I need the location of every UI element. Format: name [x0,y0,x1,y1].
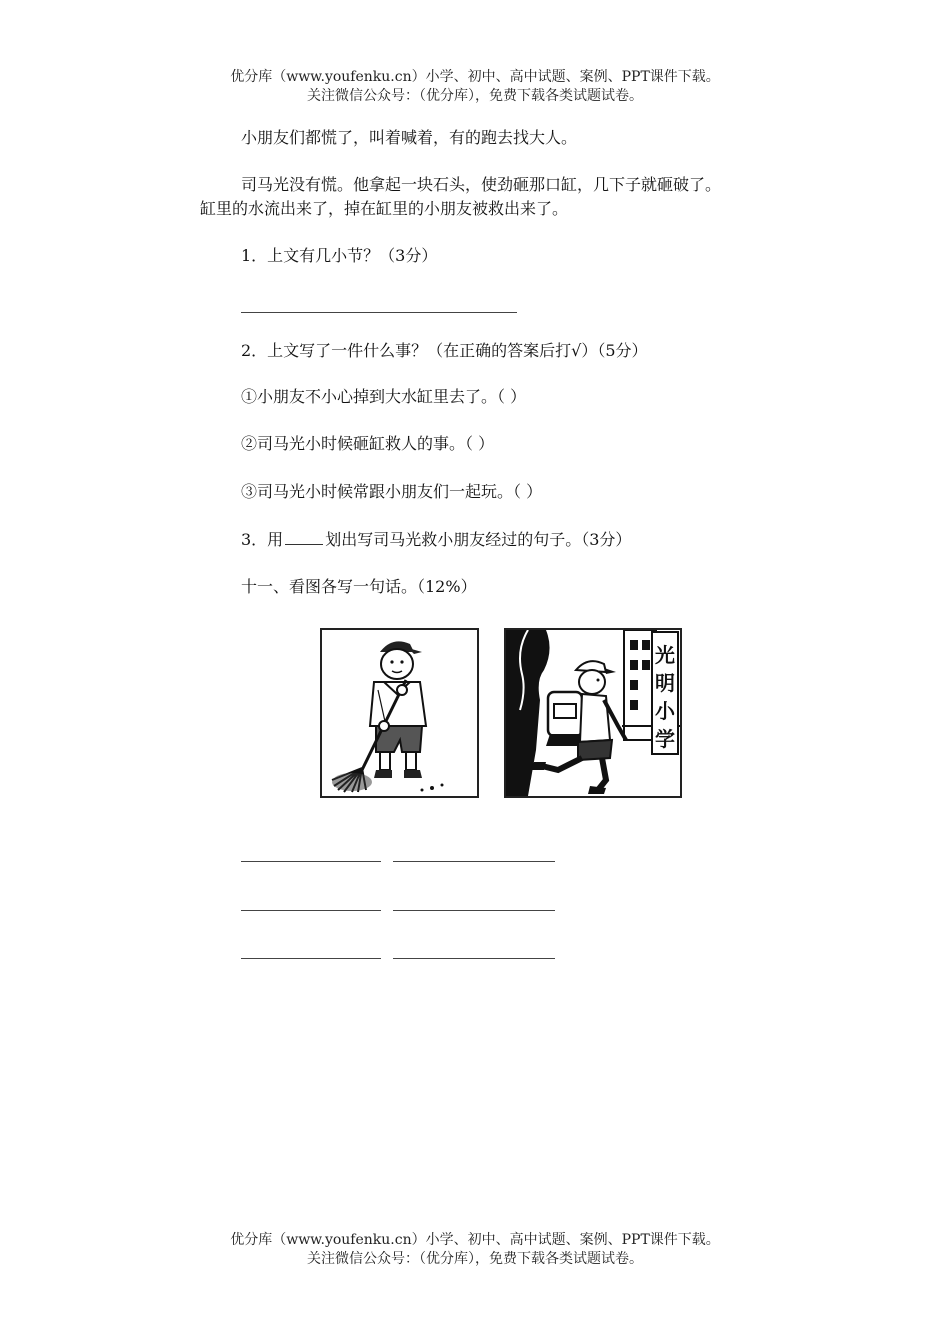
footer-line-2: 关注微信公众号：（优分库），免费下载各类试题试卷。 [307,1251,643,1267]
picture-boy-sweeping [320,628,479,798]
school-sign-char-4: 学 [655,727,675,751]
question-2-option-1[interactable]: ①小朋友不小心掉到大水缸里去了。（ ） [241,387,527,406]
school-sign-char-2: 明 [655,671,675,695]
underline-sample [285,528,323,545]
question-3 [241,528,631,551]
header-line-1: 优分库（www.youfenku.cn）小学、初中、高中试题、案例、PPT课件下载。 [230,69,720,85]
sweeping-illustration [322,630,477,796]
passage-paragraph-2-line-2: 缸里的水流出来了，掉在缸里的小朋友被救出来了。 [200,199,569,218]
writing-line-2-left[interactable] [241,910,381,911]
question-2: 2．上文写了一件什么事？（在正确的答案后打√）（5分） [241,341,648,360]
question-2-option-3[interactable]: ③司马光小时候常跟小朋友们一起玩。（ ） [241,482,543,501]
writing-line-1-left[interactable] [241,861,381,862]
writing-line-3-right[interactable] [393,958,555,959]
school-illustration [506,630,680,796]
answer-line-q1[interactable] [241,312,517,313]
question-3-suffix: 划出写司马光救小朋友经过的句子。（3分） [325,530,632,549]
school-sign-char-3: 小 [655,699,675,723]
question-3-prefix: 3．用 [241,530,284,549]
section-11-title: 十一、看图各写一句话。（12%） [241,577,477,596]
writing-line-2-right[interactable] [393,910,555,911]
school-sign-char-1: 光 [655,643,675,667]
footer-line-1: 优分库（www.youfenku.cn）小学、初中、高中试题、案例、PPT课件下载。 [230,1232,720,1248]
picture-boy-going-to-school [504,628,682,798]
question-2-option-2[interactable]: ②司马光小时候砸缸救人的事。（ ） [241,434,495,453]
passage-paragraph-2-line-1: 司马光没有慌。他拿起一块石头，使劲砸那口缸，几下子就砸破了。 [241,175,722,194]
writing-line-1-right[interactable] [393,861,555,862]
header-line-2: 关注微信公众号：（优分库），免费下载各类试题试卷。 [307,88,643,104]
writing-line-3-left[interactable] [241,958,381,959]
passage-paragraph-1: 小朋友们都慌了，叫着喊着，有的跑去找大人。 [241,128,578,147]
question-1: 1．上文有几小节？（3分） [241,246,438,265]
